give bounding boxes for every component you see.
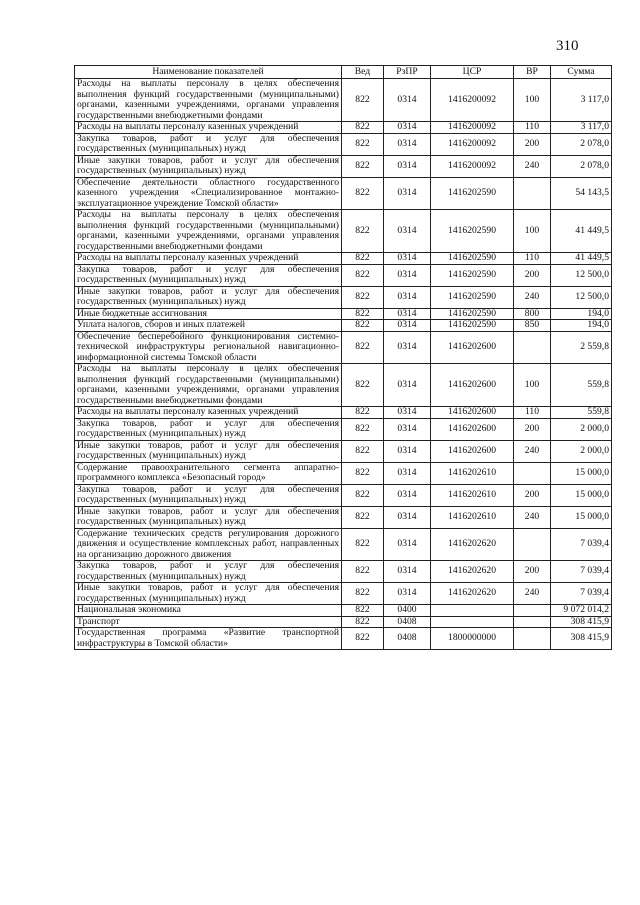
table-row (75, 628, 612, 650)
table-row (75, 331, 612, 364)
cell-vr: 100 (514, 364, 551, 407)
cell-vr: 850 (514, 320, 551, 332)
cell-sum: 2 000,0 (551, 418, 612, 440)
cell-vr: 200 (514, 418, 551, 440)
table-row (75, 462, 612, 484)
cell-name: Расходы на выплаты персоналу казенных учреждений (75, 253, 342, 265)
cell-sum: 3 117,0 (551, 79, 612, 122)
cell-rzpr: 0314 (384, 320, 431, 332)
cell-name: Расходы на выплаты персоналу в целях обеспечения выполнения функций государственными (муниципальными) органами, казенными учреждениями, органами управления государственными внебюджетными фондами (75, 364, 342, 407)
cell-name: Иные закупки товаров, работ и услуг для обеспечения государственных (муниципальных) нужд (75, 583, 342, 605)
cell-sum: 12 500,0 (551, 264, 612, 286)
table-row (75, 528, 612, 561)
table-row (75, 506, 612, 528)
cell-csr: 1416202610 (431, 484, 514, 506)
cell-vr: 240 (514, 155, 551, 177)
cell-rzpr: 0314 (384, 583, 431, 605)
cell-sum: 15 000,0 (551, 484, 612, 506)
cell-ved: 822 (342, 616, 384, 628)
cell-rzpr: 0314 (384, 253, 431, 265)
cell-vr: 800 (514, 308, 551, 320)
page-number: 310 (556, 38, 579, 54)
cell-name: Иные закупки товаров, работ и услуг для обеспечения государственных (муниципальных) нужд (75, 155, 342, 177)
table-row (75, 364, 612, 407)
cell-vr (514, 605, 551, 617)
cell-csr: 1416202590 (431, 253, 514, 265)
cell-csr: 1416202590 (431, 286, 514, 308)
cell-sum: 194,0 (551, 320, 612, 332)
cell-csr: 1416202600 (431, 407, 514, 419)
cell-rzpr: 0314 (384, 484, 431, 506)
cell-csr: 1416202590 (431, 308, 514, 320)
cell-sum: 2 078,0 (551, 155, 612, 177)
table-row (75, 440, 612, 462)
header-vr: ВР (514, 66, 551, 79)
cell-vr (514, 528, 551, 561)
cell-rzpr: 0314 (384, 528, 431, 561)
cell-sum: 41 449,5 (551, 253, 612, 265)
cell-rzpr: 0408 (384, 616, 431, 628)
table-row (75, 561, 612, 583)
cell-rzpr: 0314 (384, 364, 431, 407)
cell-vr: 240 (514, 440, 551, 462)
cell-csr: 1416200092 (431, 79, 514, 122)
cell-vr: 110 (514, 122, 551, 134)
cell-vr (514, 616, 551, 628)
cell-ved: 822 (342, 210, 384, 253)
cell-ved: 822 (342, 462, 384, 484)
cell-vr: 240 (514, 583, 551, 605)
cell-csr: 1416202590 (431, 177, 514, 210)
cell-name: Закупка товаров, работ и услуг для обеспечения государственных (муниципальных) нужд (75, 264, 342, 286)
cell-sum: 3 117,0 (551, 122, 612, 134)
table-row (75, 407, 612, 419)
cell-csr: 1416202600 (431, 364, 514, 407)
cell-ved: 822 (342, 177, 384, 210)
cell-name: Содержание технических средств регулирования дорожного движения и осуществление комплексных работ, направленных на организацию дорожного движения (75, 528, 342, 561)
cell-name: Обеспечение бесперебойного функционирования системно-технической инфраструктуры региональной навигационно-информационной системы Томской области (75, 331, 342, 364)
cell-csr: 1416202600 (431, 440, 514, 462)
header-name: Наименование показателей (75, 66, 342, 79)
cell-ved: 822 (342, 605, 384, 617)
cell-ved: 822 (342, 264, 384, 286)
table-row (75, 616, 612, 628)
cell-csr (431, 616, 514, 628)
cell-ved: 822 (342, 418, 384, 440)
cell-csr: 1416202590 (431, 320, 514, 332)
cell-name: Уплата налогов, сборов и иных платежей (75, 320, 342, 332)
cell-name: Закупка товаров, работ и услуг для обеспечения государственных (муниципальных) нужд (75, 418, 342, 440)
cell-rzpr: 0314 (384, 286, 431, 308)
cell-ved: 822 (342, 308, 384, 320)
cell-sum: 54 143,5 (551, 177, 612, 210)
cell-rzpr: 0314 (384, 122, 431, 134)
budget-table (74, 65, 612, 650)
cell-sum: 559,8 (551, 407, 612, 419)
cell-sum: 15 000,0 (551, 506, 612, 528)
cell-ved: 822 (342, 583, 384, 605)
cell-rzpr: 0314 (384, 331, 431, 364)
table-row (75, 133, 612, 155)
header-ved: Вед (342, 66, 384, 79)
table-row (75, 264, 612, 286)
cell-sum: 2 078,0 (551, 133, 612, 155)
cell-sum: 7 039,4 (551, 561, 612, 583)
cell-name: Расходы на выплаты персоналу в целях обеспечения выполнения функций государственными (муниципальными) органами, казенными учреждениями, органами управления государственными внебюджетными фондами (75, 79, 342, 122)
cell-csr: 1800000000 (431, 628, 514, 650)
cell-ved: 822 (342, 155, 384, 177)
cell-rzpr: 0314 (384, 506, 431, 528)
cell-csr: 1416202610 (431, 506, 514, 528)
cell-rzpr: 0314 (384, 210, 431, 253)
cell-sum: 2 000,0 (551, 440, 612, 462)
cell-rzpr: 0314 (384, 418, 431, 440)
cell-ved: 822 (342, 364, 384, 407)
cell-name: Иные закупки товаров, работ и услуг для обеспечения государственных (муниципальных) нужд (75, 440, 342, 462)
cell-name: Содержание правоохранительного сегмента аппаратно-программного комплекса «Безопасный город» (75, 462, 342, 484)
cell-sum: 308 415,9 (551, 628, 612, 650)
cell-rzpr: 0314 (384, 561, 431, 583)
cell-csr: 1416202600 (431, 418, 514, 440)
table-row (75, 253, 612, 265)
cell-ved: 822 (342, 320, 384, 332)
cell-sum: 2 559,8 (551, 331, 612, 364)
table-row (75, 210, 612, 253)
cell-ved: 822 (342, 484, 384, 506)
cell-ved: 822 (342, 331, 384, 364)
cell-csr: 1416202620 (431, 583, 514, 605)
cell-ved: 822 (342, 253, 384, 265)
cell-sum: 7 039,4 (551, 528, 612, 561)
cell-ved: 822 (342, 133, 384, 155)
cell-sum: 41 449,5 (551, 210, 612, 253)
table-row (75, 177, 612, 210)
table-row (75, 583, 612, 605)
cell-vr: 240 (514, 506, 551, 528)
cell-sum: 194,0 (551, 308, 612, 320)
cell-rzpr: 0314 (384, 264, 431, 286)
cell-name: Расходы на выплаты персоналу казенных учреждений (75, 122, 342, 134)
cell-ved: 822 (342, 407, 384, 419)
cell-name: Иные закупки товаров, работ и услуг для обеспечения государственных (муниципальных) нужд (75, 286, 342, 308)
cell-sum: 9 072 014,2 (551, 605, 612, 617)
cell-rzpr: 0314 (384, 462, 431, 484)
cell-vr: 100 (514, 79, 551, 122)
header-csr: ЦСР (431, 66, 514, 79)
cell-ved: 822 (342, 561, 384, 583)
cell-csr: 1416200092 (431, 155, 514, 177)
cell-sum: 7 039,4 (551, 583, 612, 605)
cell-ved: 822 (342, 528, 384, 561)
cell-vr: 200 (514, 561, 551, 583)
cell-csr: 1416200092 (431, 133, 514, 155)
cell-name: Иные бюджетные ассигнования (75, 308, 342, 320)
table-row (75, 286, 612, 308)
cell-vr: 100 (514, 210, 551, 253)
cell-rzpr: 0314 (384, 155, 431, 177)
cell-csr: 1416202590 (431, 210, 514, 253)
cell-name: Транспорт (75, 616, 342, 628)
cell-csr: 1416202610 (431, 462, 514, 484)
cell-vr (514, 628, 551, 650)
cell-vr: 200 (514, 484, 551, 506)
cell-name: Государственная программа «Развитие транспортной инфраструктуры в Томской области» (75, 628, 342, 650)
cell-ved: 822 (342, 440, 384, 462)
cell-csr: 1416202590 (431, 264, 514, 286)
cell-name: Национальная экономика (75, 605, 342, 617)
cell-vr: 110 (514, 253, 551, 265)
header-rzpr: РзПР (384, 66, 431, 79)
cell-name: Закупка товаров, работ и услуг для обеспечения государственных (муниципальных) нужд (75, 484, 342, 506)
cell-rzpr: 0314 (384, 133, 431, 155)
cell-sum: 559,8 (551, 364, 612, 407)
cell-vr (514, 331, 551, 364)
cell-csr: 1416202620 (431, 561, 514, 583)
cell-sum: 12 500,0 (551, 286, 612, 308)
cell-rzpr: 0314 (384, 440, 431, 462)
table-row (75, 155, 612, 177)
cell-ved: 822 (342, 506, 384, 528)
cell-rzpr: 0314 (384, 79, 431, 122)
cell-vr: 200 (514, 264, 551, 286)
cell-name: Иные закупки товаров, работ и услуг для обеспечения государственных (муниципальных) нужд (75, 506, 342, 528)
cell-vr (514, 177, 551, 210)
cell-name: Расходы на выплаты персоналу в целях обеспечения выполнения функций государственными (муниципальными) органами, казенными учреждениями, органами управления государственными внебюджетными фондами (75, 210, 342, 253)
cell-ved: 822 (342, 286, 384, 308)
cell-rzpr: 0314 (384, 407, 431, 419)
cell-csr: 1416202600 (431, 331, 514, 364)
cell-rzpr: 0400 (384, 605, 431, 617)
cell-vr: 200 (514, 133, 551, 155)
cell-vr: 240 (514, 286, 551, 308)
table-row (75, 484, 612, 506)
cell-rzpr: 0408 (384, 628, 431, 650)
cell-csr (431, 605, 514, 617)
table-row (75, 122, 612, 134)
cell-sum: 308 415,9 (551, 616, 612, 628)
cell-rzpr: 0314 (384, 177, 431, 210)
table-row (75, 320, 612, 332)
cell-ved: 822 (342, 122, 384, 134)
table-header-row (75, 66, 612, 79)
cell-ved: 822 (342, 628, 384, 650)
cell-csr: 1416202620 (431, 528, 514, 561)
cell-csr: 1416200092 (431, 122, 514, 134)
cell-sum: 15 000,0 (551, 462, 612, 484)
cell-name: Закупка товаров, работ и услуг для обеспечения государственных (муниципальных) нужд (75, 133, 342, 155)
table-row (75, 605, 612, 617)
header-sum: Сумма (551, 66, 612, 79)
cell-vr: 110 (514, 407, 551, 419)
table-row (75, 79, 612, 122)
cell-name: Обеспечение деятельности областного государственного казенного учреждения «Специализированное монтажно-эксплуатационное учреждение Томской области» (75, 177, 342, 210)
cell-name: Расходы на выплаты персоналу казенных учреждений (75, 407, 342, 419)
cell-vr (514, 462, 551, 484)
cell-rzpr: 0314 (384, 308, 431, 320)
table-row (75, 308, 612, 320)
table-row (75, 418, 612, 440)
cell-name: Закупка товаров, работ и услуг для обеспечения государственных (муниципальных) нужд (75, 561, 342, 583)
cell-ved: 822 (342, 79, 384, 122)
